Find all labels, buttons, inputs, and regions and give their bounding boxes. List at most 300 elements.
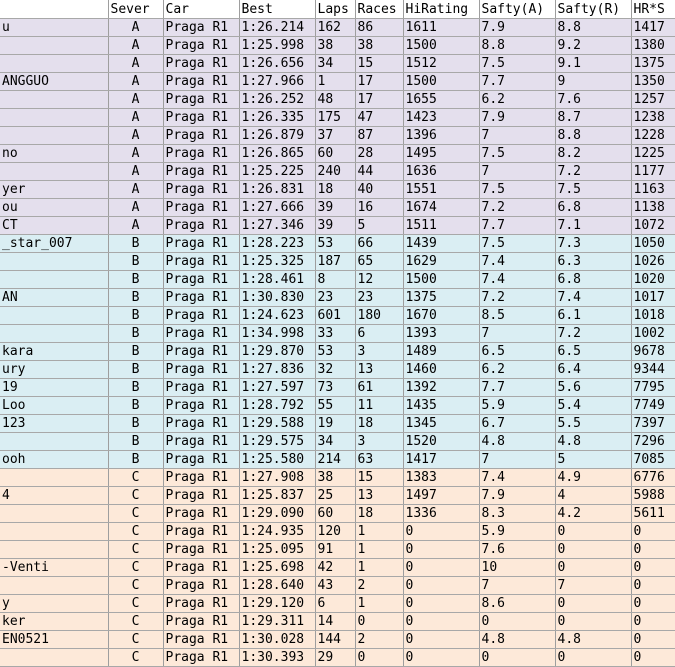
cell-safty-r[interactable]: 8.7: [555, 109, 631, 127]
cell-safty-r[interactable]: 6.1: [555, 307, 631, 325]
cell-hirating[interactable]: 1439: [403, 235, 479, 253]
cell-hrs[interactable]: 9344: [631, 361, 675, 379]
cell-safty-r[interactable]: 4.8: [555, 631, 631, 649]
cell-races[interactable]: 3: [355, 433, 403, 451]
cell-safty-r[interactable]: 6.3: [555, 253, 631, 271]
cell-safty-r[interactable]: 0: [555, 595, 631, 613]
cell-name[interactable]: no: [0, 145, 108, 163]
cell-hrs[interactable]: 7397: [631, 415, 675, 433]
cell-laps[interactable]: 8: [315, 271, 355, 289]
cell-best[interactable]: 1:25.698: [239, 559, 315, 577]
cell-races[interactable]: 65: [355, 253, 403, 271]
cell-safty-a[interactable]: 5.9: [479, 523, 555, 541]
cell-hirating[interactable]: 0: [403, 649, 479, 667]
cell-laps[interactable]: 37: [315, 127, 355, 145]
cell-best[interactable]: 1:26.865: [239, 145, 315, 163]
cell-hirating[interactable]: 1396: [403, 127, 479, 145]
cell-laps[interactable]: 39: [315, 217, 355, 235]
cell-safty-r[interactable]: 6.5: [555, 343, 631, 361]
cell-safty-a[interactable]: 7.2: [479, 289, 555, 307]
cell-hrs[interactable]: 1018: [631, 307, 675, 325]
cell-name[interactable]: kara: [0, 343, 108, 361]
cell-car[interactable]: Praga R1: [163, 379, 239, 397]
cell-best[interactable]: 1:27.597: [239, 379, 315, 397]
cell-safty-a[interactable]: 6.5: [479, 343, 555, 361]
cell-best[interactable]: 1:27.908: [239, 469, 315, 487]
cell-laps[interactable]: 73: [315, 379, 355, 397]
header-cell-races[interactable]: Races: [355, 0, 403, 19]
cell-best[interactable]: 1:26.831: [239, 181, 315, 199]
cell-hrs[interactable]: 1375: [631, 55, 675, 73]
cell-hirating[interactable]: 1500: [403, 271, 479, 289]
cell-sever[interactable]: A: [108, 37, 163, 55]
cell-safty-a[interactable]: 7.5: [479, 145, 555, 163]
cell-sever[interactable]: C: [108, 559, 163, 577]
cell-hrs[interactable]: 0: [631, 613, 675, 631]
cell-safty-r[interactable]: 0: [555, 613, 631, 631]
cell-laps[interactable]: 33: [315, 325, 355, 343]
cell-best[interactable]: 1:28.640: [239, 577, 315, 595]
cell-safty-a[interactable]: 7.4: [479, 469, 555, 487]
cell-races[interactable]: 1: [355, 595, 403, 613]
cell-name[interactable]: Loo: [0, 397, 108, 415]
cell-sever[interactable]: A: [108, 73, 163, 91]
cell-car[interactable]: Praga R1: [163, 541, 239, 559]
cell-best[interactable]: 1:25.095: [239, 541, 315, 559]
cell-safty-a[interactable]: 7.4: [479, 253, 555, 271]
cell-hirating[interactable]: 1611: [403, 19, 479, 37]
cell-races[interactable]: 0: [355, 613, 403, 631]
header-cell-name[interactable]: [0, 0, 108, 19]
cell-hirating[interactable]: 1383: [403, 469, 479, 487]
cell-races[interactable]: 16: [355, 199, 403, 217]
cell-sever[interactable]: C: [108, 469, 163, 487]
cell-safty-a[interactable]: 6.2: [479, 361, 555, 379]
cell-hrs[interactable]: 1026: [631, 253, 675, 271]
cell-sever[interactable]: B: [108, 271, 163, 289]
cell-hirating[interactable]: 1489: [403, 343, 479, 361]
cell-safty-r[interactable]: 0: [555, 559, 631, 577]
cell-car[interactable]: Praga R1: [163, 631, 239, 649]
cell-races[interactable]: 180: [355, 307, 403, 325]
cell-hirating[interactable]: 1512: [403, 55, 479, 73]
cell-sever[interactable]: C: [108, 523, 163, 541]
cell-races[interactable]: 66: [355, 235, 403, 253]
cell-safty-r[interactable]: 9.1: [555, 55, 631, 73]
cell-car[interactable]: Praga R1: [163, 433, 239, 451]
cell-sever[interactable]: C: [108, 505, 163, 523]
cell-safty-r[interactable]: 5.4: [555, 397, 631, 415]
cell-hrs[interactable]: 1238: [631, 109, 675, 127]
cell-races[interactable]: 23: [355, 289, 403, 307]
cell-name[interactable]: EN0521: [0, 631, 108, 649]
cell-sever[interactable]: B: [108, 325, 163, 343]
cell-hrs[interactable]: 1163: [631, 181, 675, 199]
cell-hrs[interactable]: 6776: [631, 469, 675, 487]
cell-hirating[interactable]: 1345: [403, 415, 479, 433]
cell-best[interactable]: 1:29.870: [239, 343, 315, 361]
cell-safty-r[interactable]: 7.4: [555, 289, 631, 307]
cell-hirating[interactable]: 0: [403, 613, 479, 631]
cell-safty-a[interactable]: 7: [479, 127, 555, 145]
cell-best[interactable]: 1:27.346: [239, 217, 315, 235]
cell-hirating[interactable]: 0: [403, 577, 479, 595]
cell-safty-a[interactable]: 6.2: [479, 91, 555, 109]
cell-best[interactable]: 1:26.656: [239, 55, 315, 73]
cell-name[interactable]: CT: [0, 217, 108, 235]
cell-car[interactable]: Praga R1: [163, 181, 239, 199]
cell-safty-r[interactable]: 6.4: [555, 361, 631, 379]
cell-hrs[interactable]: 9678: [631, 343, 675, 361]
cell-best[interactable]: 1:25.325: [239, 253, 315, 271]
cell-sever[interactable]: A: [108, 55, 163, 73]
cell-sever[interactable]: A: [108, 19, 163, 37]
cell-hrs[interactable]: 1225: [631, 145, 675, 163]
cell-car[interactable]: Praga R1: [163, 649, 239, 667]
cell-car[interactable]: Praga R1: [163, 91, 239, 109]
cell-best[interactable]: 1:27.966: [239, 73, 315, 91]
cell-hirating[interactable]: 1497: [403, 487, 479, 505]
cell-name[interactable]: ury: [0, 361, 108, 379]
cell-car[interactable]: Praga R1: [163, 217, 239, 235]
cell-best[interactable]: 1:30.393: [239, 649, 315, 667]
cell-laps[interactable]: 214: [315, 451, 355, 469]
cell-hirating[interactable]: 0: [403, 631, 479, 649]
cell-safty-r[interactable]: 4.9: [555, 469, 631, 487]
cell-hrs[interactable]: 0: [631, 577, 675, 595]
cell-name[interactable]: [0, 433, 108, 451]
cell-safty-r[interactable]: 0: [555, 649, 631, 667]
cell-safty-r[interactable]: 7.5: [555, 181, 631, 199]
cell-car[interactable]: Praga R1: [163, 397, 239, 415]
cell-safty-r[interactable]: 0: [555, 541, 631, 559]
cell-safty-a[interactable]: 7.5: [479, 235, 555, 253]
cell-safty-r[interactable]: 4.2: [555, 505, 631, 523]
cell-hirating[interactable]: 0: [403, 523, 479, 541]
cell-laps[interactable]: 42: [315, 559, 355, 577]
cell-races[interactable]: 18: [355, 505, 403, 523]
cell-safty-r[interactable]: 7.6: [555, 91, 631, 109]
cell-hirating[interactable]: 0: [403, 559, 479, 577]
cell-laps[interactable]: 39: [315, 199, 355, 217]
cell-races[interactable]: 40: [355, 181, 403, 199]
cell-name[interactable]: [0, 523, 108, 541]
cell-name[interactable]: [0, 325, 108, 343]
cell-laps[interactable]: 6: [315, 595, 355, 613]
cell-safty-a[interactable]: 0: [479, 613, 555, 631]
cell-laps[interactable]: 38: [315, 37, 355, 55]
cell-sever[interactable]: C: [108, 613, 163, 631]
cell-sever[interactable]: B: [108, 343, 163, 361]
cell-best[interactable]: 1:24.935: [239, 523, 315, 541]
cell-hirating[interactable]: 1670: [403, 307, 479, 325]
cell-hirating[interactable]: 1392: [403, 379, 479, 397]
cell-safty-r[interactable]: 4.8: [555, 433, 631, 451]
cell-laps[interactable]: 1: [315, 73, 355, 91]
cell-laps[interactable]: 34: [315, 433, 355, 451]
cell-safty-r[interactable]: 0: [555, 523, 631, 541]
cell-hrs[interactable]: 1072: [631, 217, 675, 235]
cell-name[interactable]: ooh: [0, 451, 108, 469]
cell-laps[interactable]: 240: [315, 163, 355, 181]
cell-safty-r[interactable]: 7.3: [555, 235, 631, 253]
cell-best[interactable]: 1:25.998: [239, 37, 315, 55]
cell-hrs[interactable]: 1350: [631, 73, 675, 91]
cell-best[interactable]: 1:25.837: [239, 487, 315, 505]
cell-sever[interactable]: A: [108, 181, 163, 199]
cell-laps[interactable]: 601: [315, 307, 355, 325]
cell-sever[interactable]: A: [108, 163, 163, 181]
cell-races[interactable]: 61: [355, 379, 403, 397]
cell-races[interactable]: 87: [355, 127, 403, 145]
cell-sever[interactable]: B: [108, 307, 163, 325]
cell-races[interactable]: 12: [355, 271, 403, 289]
cell-safty-a[interactable]: 7: [479, 577, 555, 595]
cell-car[interactable]: Praga R1: [163, 559, 239, 577]
cell-races[interactable]: 11: [355, 397, 403, 415]
cell-sever[interactable]: B: [108, 397, 163, 415]
cell-races[interactable]: 44: [355, 163, 403, 181]
cell-safty-r[interactable]: 8.2: [555, 145, 631, 163]
cell-sever[interactable]: C: [108, 649, 163, 667]
cell-safty-r[interactable]: 7.2: [555, 325, 631, 343]
cell-hirating[interactable]: 1520: [403, 433, 479, 451]
cell-races[interactable]: 6: [355, 325, 403, 343]
cell-safty-r[interactable]: 6.8: [555, 199, 631, 217]
cell-name[interactable]: [0, 307, 108, 325]
cell-laps[interactable]: 53: [315, 235, 355, 253]
cell-car[interactable]: Praga R1: [163, 55, 239, 73]
cell-car[interactable]: Praga R1: [163, 469, 239, 487]
cell-best[interactable]: 1:26.879: [239, 127, 315, 145]
cell-best[interactable]: 1:29.311: [239, 613, 315, 631]
cell-hrs[interactable]: 1228: [631, 127, 675, 145]
cell-name[interactable]: ker: [0, 613, 108, 631]
cell-hrs[interactable]: 0: [631, 595, 675, 613]
cell-safty-a[interactable]: 8.8: [479, 37, 555, 55]
header-cell-hrs[interactable]: HR*S: [631, 0, 675, 19]
cell-safty-a[interactable]: 7.7: [479, 217, 555, 235]
cell-safty-a[interactable]: 7.9: [479, 487, 555, 505]
cell-best[interactable]: 1:24.623: [239, 307, 315, 325]
cell-laps[interactable]: 25: [315, 487, 355, 505]
cell-car[interactable]: Praga R1: [163, 271, 239, 289]
cell-safty-a[interactable]: 8.3: [479, 505, 555, 523]
cell-hrs[interactable]: 0: [631, 559, 675, 577]
cell-car[interactable]: Praga R1: [163, 127, 239, 145]
cell-best[interactable]: 1:34.998: [239, 325, 315, 343]
cell-hirating[interactable]: 1655: [403, 91, 479, 109]
cell-safty-r[interactable]: 4: [555, 487, 631, 505]
cell-sever[interactable]: A: [108, 217, 163, 235]
cell-races[interactable]: 5: [355, 217, 403, 235]
cell-safty-r[interactable]: 7.2: [555, 163, 631, 181]
cell-best[interactable]: 1:29.090: [239, 505, 315, 523]
cell-races[interactable]: 38: [355, 37, 403, 55]
cell-name[interactable]: 19: [0, 379, 108, 397]
cell-car[interactable]: Praga R1: [163, 235, 239, 253]
cell-car[interactable]: Praga R1: [163, 145, 239, 163]
cell-laps[interactable]: 29: [315, 649, 355, 667]
cell-laps[interactable]: 19: [315, 415, 355, 433]
header-cell-laps[interactable]: Laps: [315, 0, 355, 19]
cell-safty-a[interactable]: 7: [479, 451, 555, 469]
cell-races[interactable]: 13: [355, 487, 403, 505]
cell-best[interactable]: 1:27.836: [239, 361, 315, 379]
cell-hrs[interactable]: 1050: [631, 235, 675, 253]
cell-hrs[interactable]: 5988: [631, 487, 675, 505]
cell-races[interactable]: 0: [355, 649, 403, 667]
cell-sever[interactable]: A: [108, 145, 163, 163]
cell-name[interactable]: [0, 163, 108, 181]
cell-hirating[interactable]: 1417: [403, 451, 479, 469]
cell-hirating[interactable]: 1393: [403, 325, 479, 343]
cell-safty-r[interactable]: 9: [555, 73, 631, 91]
cell-safty-a[interactable]: 4.8: [479, 433, 555, 451]
cell-races[interactable]: 15: [355, 55, 403, 73]
cell-hirating[interactable]: 1423: [403, 109, 479, 127]
cell-name[interactable]: AN: [0, 289, 108, 307]
cell-name[interactable]: [0, 253, 108, 271]
cell-safty-a[interactable]: 7.6: [479, 541, 555, 559]
cell-name[interactable]: [0, 109, 108, 127]
cell-name[interactable]: u: [0, 19, 108, 37]
cell-hrs[interactable]: 5611: [631, 505, 675, 523]
cell-safty-r[interactable]: 9.2: [555, 37, 631, 55]
cell-sever[interactable]: B: [108, 235, 163, 253]
cell-safty-r[interactable]: 7: [555, 577, 631, 595]
cell-laps[interactable]: 32: [315, 361, 355, 379]
cell-hrs[interactable]: 1380: [631, 37, 675, 55]
cell-hrs[interactable]: 1177: [631, 163, 675, 181]
cell-laps[interactable]: 48: [315, 91, 355, 109]
cell-safty-a[interactable]: 7.7: [479, 73, 555, 91]
cell-races[interactable]: 18: [355, 415, 403, 433]
cell-laps[interactable]: 60: [315, 145, 355, 163]
cell-laps[interactable]: 18: [315, 181, 355, 199]
cell-laps[interactable]: 23: [315, 289, 355, 307]
cell-safty-r[interactable]: 5.6: [555, 379, 631, 397]
cell-hrs[interactable]: 0: [631, 523, 675, 541]
cell-best[interactable]: 1:28.792: [239, 397, 315, 415]
header-cell-car[interactable]: Car: [163, 0, 239, 19]
cell-name[interactable]: 123: [0, 415, 108, 433]
cell-laps[interactable]: 91: [315, 541, 355, 559]
cell-races[interactable]: 28: [355, 145, 403, 163]
cell-sever[interactable]: B: [108, 253, 163, 271]
cell-laps[interactable]: 43: [315, 577, 355, 595]
cell-races[interactable]: 2: [355, 631, 403, 649]
cell-name[interactable]: [0, 55, 108, 73]
cell-name[interactable]: [0, 649, 108, 667]
cell-races[interactable]: 1: [355, 559, 403, 577]
cell-hirating[interactable]: 1500: [403, 37, 479, 55]
cell-hirating[interactable]: 1629: [403, 253, 479, 271]
cell-safty-r[interactable]: 6.8: [555, 271, 631, 289]
cell-best[interactable]: 1:26.214: [239, 19, 315, 37]
cell-sever[interactable]: B: [108, 379, 163, 397]
cell-races[interactable]: 17: [355, 91, 403, 109]
cell-sever[interactable]: A: [108, 109, 163, 127]
cell-safty-a[interactable]: 10: [479, 559, 555, 577]
cell-car[interactable]: Praga R1: [163, 415, 239, 433]
cell-hrs[interactable]: 0: [631, 631, 675, 649]
cell-car[interactable]: Praga R1: [163, 199, 239, 217]
cell-sever[interactable]: B: [108, 361, 163, 379]
cell-safty-a[interactable]: 5.9: [479, 397, 555, 415]
cell-laps[interactable]: 55: [315, 397, 355, 415]
cell-car[interactable]: Praga R1: [163, 523, 239, 541]
cell-name[interactable]: [0, 469, 108, 487]
cell-best[interactable]: 1:29.588: [239, 415, 315, 433]
cell-hirating[interactable]: 1375: [403, 289, 479, 307]
cell-car[interactable]: Praga R1: [163, 73, 239, 91]
cell-safty-a[interactable]: 7.9: [479, 19, 555, 37]
cell-best[interactable]: 1:25.225: [239, 163, 315, 181]
cell-sever[interactable]: C: [108, 631, 163, 649]
cell-sever[interactable]: B: [108, 415, 163, 433]
cell-hrs[interactable]: 1002: [631, 325, 675, 343]
cell-races[interactable]: 3: [355, 343, 403, 361]
cell-hrs[interactable]: 0: [631, 541, 675, 559]
cell-races[interactable]: 1: [355, 541, 403, 559]
cell-best[interactable]: 1:28.223: [239, 235, 315, 253]
cell-hrs[interactable]: 1417: [631, 19, 675, 37]
cell-hirating[interactable]: 0: [403, 541, 479, 559]
cell-name[interactable]: [0, 91, 108, 109]
cell-sever[interactable]: C: [108, 487, 163, 505]
cell-laps[interactable]: 120: [315, 523, 355, 541]
cell-sever[interactable]: C: [108, 577, 163, 595]
header-cell-best[interactable]: Best: [239, 0, 315, 19]
cell-name[interactable]: [0, 127, 108, 145]
cell-sever[interactable]: C: [108, 541, 163, 559]
cell-best[interactable]: 1:30.028: [239, 631, 315, 649]
cell-laps[interactable]: 60: [315, 505, 355, 523]
cell-races[interactable]: 13: [355, 361, 403, 379]
header-cell-sever[interactable]: Sever: [108, 0, 163, 19]
cell-name[interactable]: y: [0, 595, 108, 613]
cell-laps[interactable]: 53: [315, 343, 355, 361]
cell-safty-a[interactable]: 7.4: [479, 271, 555, 289]
cell-name[interactable]: ANGGUO: [0, 73, 108, 91]
cell-car[interactable]: Praga R1: [163, 37, 239, 55]
header-cell-safty-a[interactable]: Safty(A): [479, 0, 555, 19]
cell-safty-a[interactable]: 7.5: [479, 55, 555, 73]
cell-safty-a[interactable]: 7.5: [479, 181, 555, 199]
cell-safty-r[interactable]: 5.5: [555, 415, 631, 433]
cell-car[interactable]: Praga R1: [163, 325, 239, 343]
cell-safty-a[interactable]: 7: [479, 325, 555, 343]
cell-car[interactable]: Praga R1: [163, 487, 239, 505]
cell-best[interactable]: 1:28.461: [239, 271, 315, 289]
cell-laps[interactable]: 14: [315, 613, 355, 631]
cell-races[interactable]: 2: [355, 577, 403, 595]
cell-hrs[interactable]: 1020: [631, 271, 675, 289]
cell-name[interactable]: 4: [0, 487, 108, 505]
cell-car[interactable]: Praga R1: [163, 505, 239, 523]
cell-safty-a[interactable]: 7: [479, 163, 555, 181]
cell-car[interactable]: Praga R1: [163, 343, 239, 361]
cell-hirating[interactable]: 1435: [403, 397, 479, 415]
cell-races[interactable]: 1: [355, 523, 403, 541]
cell-sever[interactable]: A: [108, 199, 163, 217]
cell-best[interactable]: 1:30.830: [239, 289, 315, 307]
cell-car[interactable]: Praga R1: [163, 307, 239, 325]
cell-safty-a[interactable]: 7.9: [479, 109, 555, 127]
cell-name[interactable]: [0, 577, 108, 595]
cell-safty-a[interactable]: 4.8: [479, 631, 555, 649]
